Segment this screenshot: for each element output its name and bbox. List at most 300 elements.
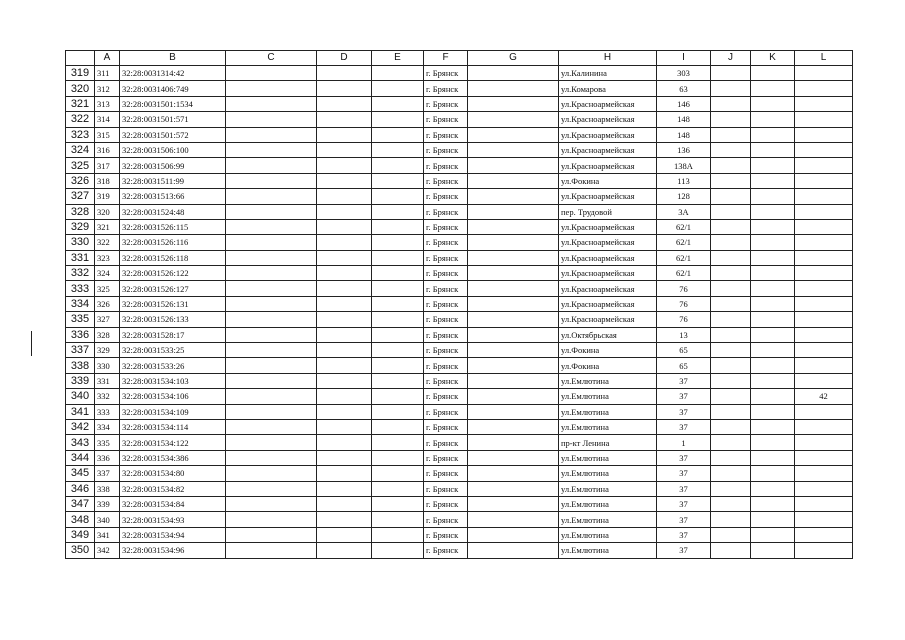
- cell-k: [751, 481, 795, 496]
- cell-d: [317, 527, 372, 542]
- cell-j: [711, 327, 751, 342]
- cell-k: [751, 235, 795, 250]
- cell-a: 322: [95, 235, 120, 250]
- cell-c: [226, 512, 317, 527]
- table-row: [66, 543, 853, 558]
- cell-a: 333: [95, 404, 120, 419]
- cell-j: [711, 450, 751, 465]
- cell-j: [711, 389, 751, 404]
- cell-g: [468, 543, 559, 558]
- column-header: E: [372, 51, 424, 66]
- cell-b: 32:28:0031534:82: [120, 481, 226, 496]
- cell-h: пр-кт Ленина: [559, 435, 657, 450]
- cell-c: [226, 250, 317, 265]
- cell-e: [372, 281, 424, 296]
- cell-j: [711, 543, 751, 558]
- cell-h: пер. Трудовой: [559, 204, 657, 219]
- column-header: I: [657, 51, 711, 66]
- table-row: [66, 266, 853, 281]
- cell-f: г. Брянск: [424, 96, 468, 111]
- cell-e: [372, 204, 424, 219]
- table-row: [66, 450, 853, 465]
- cell-f: г. Брянск: [424, 112, 468, 127]
- cell-c: [226, 404, 317, 419]
- cell-j: [711, 81, 751, 96]
- cell-i: 37: [657, 466, 711, 481]
- cell-l: [795, 189, 853, 204]
- cell-a: 334: [95, 419, 120, 434]
- table-row: [66, 481, 853, 496]
- cell-b: 32:28:0031534:106: [120, 389, 226, 404]
- row-number: 328: [66, 204, 95, 219]
- cell-h: ул.Красноармейская: [559, 296, 657, 311]
- cell-k: [751, 127, 795, 142]
- cell-h: ул.Фокина: [559, 343, 657, 358]
- cell-a: 337: [95, 466, 120, 481]
- cell-j: [711, 435, 751, 450]
- cell-h: ул.Емлютина: [559, 543, 657, 558]
- cell-d: [317, 327, 372, 342]
- table-row: [66, 343, 853, 358]
- cell-f: г. Брянск: [424, 235, 468, 250]
- cell-h: ул.Красноармейская: [559, 235, 657, 250]
- row-number: 346: [66, 481, 95, 496]
- cell-g: [468, 296, 559, 311]
- cell-k: [751, 543, 795, 558]
- cell-b: 32:28:0031534:109: [120, 404, 226, 419]
- cell-i: 62/1: [657, 250, 711, 265]
- cell-i: 37: [657, 543, 711, 558]
- cell-k: [751, 281, 795, 296]
- cell-g: [468, 127, 559, 142]
- cell-j: [711, 496, 751, 511]
- row-number: 349: [66, 527, 95, 542]
- cell-a: 320: [95, 204, 120, 219]
- cell-c: [226, 96, 317, 111]
- column-header-row: [66, 51, 853, 66]
- cell-a: 335: [95, 435, 120, 450]
- cell-d: [317, 466, 372, 481]
- cell-e: [372, 450, 424, 465]
- cell-a: 332: [95, 389, 120, 404]
- cell-g: [468, 158, 559, 173]
- cell-k: [751, 419, 795, 434]
- cell-f: г. Брянск: [424, 358, 468, 373]
- cell-c: [226, 389, 317, 404]
- cell-k: [751, 527, 795, 542]
- table-row: [66, 466, 853, 481]
- cell-d: [317, 173, 372, 188]
- cell-b: 32:28:0031526:131: [120, 296, 226, 311]
- cell-a: 340: [95, 512, 120, 527]
- cell-j: [711, 158, 751, 173]
- cell-d: [317, 512, 372, 527]
- cell-i: 113: [657, 173, 711, 188]
- cell-l: [795, 512, 853, 527]
- cell-j: [711, 481, 751, 496]
- cell-k: [751, 389, 795, 404]
- cell-c: [226, 127, 317, 142]
- row-number: 334: [66, 296, 95, 311]
- cell-d: [317, 219, 372, 234]
- cell-h: ул.Комарова: [559, 81, 657, 96]
- column-header: G: [468, 51, 559, 66]
- cell-j: [711, 312, 751, 327]
- cell-e: [372, 419, 424, 434]
- cell-i: 37: [657, 450, 711, 465]
- cell-e: [372, 543, 424, 558]
- cell-i: 62/1: [657, 219, 711, 234]
- cell-j: [711, 66, 751, 81]
- cell-k: [751, 173, 795, 188]
- row-number: 344: [66, 450, 95, 465]
- cell-f: г. Брянск: [424, 435, 468, 450]
- cell-g: [468, 219, 559, 234]
- cell-i: 37: [657, 481, 711, 496]
- cell-i: 3А: [657, 204, 711, 219]
- cell-d: [317, 81, 372, 96]
- cell-l: [795, 496, 853, 511]
- cell-h: ул.Емлютина: [559, 419, 657, 434]
- cell-d: [317, 343, 372, 358]
- cell-a: 315: [95, 127, 120, 142]
- table-row: [66, 142, 853, 157]
- cell-i: 148: [657, 127, 711, 142]
- cell-j: [711, 527, 751, 542]
- cell-h: ул.Красноармейская: [559, 158, 657, 173]
- table-row: [66, 281, 853, 296]
- cell-b: 32:28:0031506:100: [120, 142, 226, 157]
- cell-e: [372, 404, 424, 419]
- cell-j: [711, 204, 751, 219]
- cell-l: [795, 373, 853, 388]
- cell-d: [317, 543, 372, 558]
- table-row: [66, 435, 853, 450]
- table-row: [66, 358, 853, 373]
- cell-f: г. Брянск: [424, 404, 468, 419]
- cell-b: 32:28:0031534:80: [120, 466, 226, 481]
- cell-e: [372, 235, 424, 250]
- cell-b: 32:28:0031501:571: [120, 112, 226, 127]
- cell-k: [751, 343, 795, 358]
- cell-c: [226, 173, 317, 188]
- cell-g: [468, 527, 559, 542]
- cell-i: 76: [657, 281, 711, 296]
- cell-l: [795, 266, 853, 281]
- cell-g: [468, 496, 559, 511]
- column-header: A: [95, 51, 120, 66]
- cell-j: [711, 466, 751, 481]
- cell-e: [372, 127, 424, 142]
- cell-i: 37: [657, 512, 711, 527]
- row-number: 330: [66, 235, 95, 250]
- cell-l: [795, 527, 853, 542]
- cell-b: 32:28:0031533:26: [120, 358, 226, 373]
- cell-k: [751, 96, 795, 111]
- cell-f: г. Брянск: [424, 281, 468, 296]
- cell-l: [795, 127, 853, 142]
- cell-j: [711, 296, 751, 311]
- table-row: [66, 250, 853, 265]
- cell-j: [711, 266, 751, 281]
- cell-j: [711, 189, 751, 204]
- cell-e: [372, 96, 424, 111]
- cell-b: 32:28:0031534:93: [120, 512, 226, 527]
- cell-h: ул.Красноармейская: [559, 281, 657, 296]
- cell-k: [751, 358, 795, 373]
- cell-l: [795, 96, 853, 111]
- row-number: 342: [66, 419, 95, 434]
- cell-g: [468, 281, 559, 296]
- cell-d: [317, 496, 372, 511]
- cell-f: г. Брянск: [424, 389, 468, 404]
- column-header: L: [795, 51, 853, 66]
- cell-a: 336: [95, 450, 120, 465]
- cell-k: [751, 250, 795, 265]
- cell-c: [226, 543, 317, 558]
- cell-k: [751, 512, 795, 527]
- cell-d: [317, 481, 372, 496]
- cell-b: 32:28:0031534:386: [120, 450, 226, 465]
- cell-j: [711, 173, 751, 188]
- cell-g: [468, 96, 559, 111]
- cell-h: ул.Октябрьская: [559, 327, 657, 342]
- cell-c: [226, 266, 317, 281]
- cell-e: [372, 373, 424, 388]
- cell-d: [317, 358, 372, 373]
- cell-e: [372, 512, 424, 527]
- cell-b: 32:28:0031528:17: [120, 327, 226, 342]
- cell-e: [372, 112, 424, 127]
- row-number: 332: [66, 266, 95, 281]
- cell-i: 303: [657, 66, 711, 81]
- cell-f: г. Брянск: [424, 158, 468, 173]
- cell-c: [226, 312, 317, 327]
- cell-d: [317, 127, 372, 142]
- cell-l: [795, 158, 853, 173]
- cell-g: [468, 66, 559, 81]
- cell-e: [372, 389, 424, 404]
- cell-l: [795, 419, 853, 434]
- cell-f: г. Брянск: [424, 466, 468, 481]
- table-row: [66, 527, 853, 542]
- row-number: 324: [66, 142, 95, 157]
- cell-i: 65: [657, 358, 711, 373]
- cell-k: [751, 66, 795, 81]
- column-header: F: [424, 51, 468, 66]
- cell-f: г. Брянск: [424, 327, 468, 342]
- table-row: [66, 219, 853, 234]
- cell-g: [468, 189, 559, 204]
- cell-i: 128: [657, 189, 711, 204]
- cell-e: [372, 435, 424, 450]
- cell-c: [226, 189, 317, 204]
- table-row: [66, 158, 853, 173]
- cell-f: г. Брянск: [424, 312, 468, 327]
- cell-b: 32:28:0031534:103: [120, 373, 226, 388]
- cell-a: 312: [95, 81, 120, 96]
- cell-l: [795, 481, 853, 496]
- cell-k: [751, 219, 795, 234]
- cell-h: ул.Красноармейская: [559, 266, 657, 281]
- cell-l: [795, 250, 853, 265]
- cell-l: [795, 296, 853, 311]
- cell-l: [795, 466, 853, 481]
- cell-c: [226, 435, 317, 450]
- table-row: [66, 327, 853, 342]
- cell-f: г. Брянск: [424, 204, 468, 219]
- row-number: 323: [66, 127, 95, 142]
- cell-h: ул.Красноармейская: [559, 127, 657, 142]
- cell-f: г. Брянск: [424, 419, 468, 434]
- cell-b: 32:28:0031506:99: [120, 158, 226, 173]
- cell-a: 313: [95, 96, 120, 111]
- cell-i: 62/1: [657, 266, 711, 281]
- table-row: [66, 404, 853, 419]
- cell-l: [795, 112, 853, 127]
- cell-k: [751, 373, 795, 388]
- cell-h: ул.Красноармейская: [559, 112, 657, 127]
- cell-k: [751, 158, 795, 173]
- cell-g: [468, 466, 559, 481]
- cell-j: [711, 235, 751, 250]
- cell-i: 62/1: [657, 235, 711, 250]
- cell-b: 32:28:0031524:48: [120, 204, 226, 219]
- cell-h: ул.Емлютина: [559, 512, 657, 527]
- cell-i: 1: [657, 435, 711, 450]
- cell-c: [226, 235, 317, 250]
- row-number: 340: [66, 389, 95, 404]
- cell-e: [372, 527, 424, 542]
- cell-e: [372, 250, 424, 265]
- cell-l: [795, 235, 853, 250]
- cell-c: [226, 281, 317, 296]
- cell-e: [372, 481, 424, 496]
- cell-c: [226, 419, 317, 434]
- cell-c: [226, 219, 317, 234]
- cell-l: [795, 543, 853, 558]
- cell-b: 32:28:0031513:66: [120, 189, 226, 204]
- cell-c: [226, 81, 317, 96]
- row-number: 337: [66, 343, 95, 358]
- cell-g: [468, 389, 559, 404]
- cell-f: г. Брянск: [424, 127, 468, 142]
- row-number: 350: [66, 543, 95, 558]
- cell-k: [751, 466, 795, 481]
- cell-j: [711, 96, 751, 111]
- cell-l: [795, 281, 853, 296]
- cell-c: [226, 327, 317, 342]
- row-number: 326: [66, 173, 95, 188]
- cell-d: [317, 450, 372, 465]
- cell-f: г. Брянск: [424, 343, 468, 358]
- cell-j: [711, 127, 751, 142]
- cell-l: [795, 404, 853, 419]
- cell-b: 32:28:0031314:42: [120, 66, 226, 81]
- row-number: 348: [66, 512, 95, 527]
- row-number: 331: [66, 250, 95, 265]
- cell-g: [468, 435, 559, 450]
- table-row: [66, 496, 853, 511]
- cell-b: 32:28:0031526:116: [120, 235, 226, 250]
- cell-b: 32:28:0031511:99: [120, 173, 226, 188]
- cell-b: 32:28:0031406:749: [120, 81, 226, 96]
- cell-g: [468, 142, 559, 157]
- cell-l: [795, 142, 853, 157]
- cell-d: [317, 204, 372, 219]
- cell-k: [751, 404, 795, 419]
- cell-g: [468, 204, 559, 219]
- cell-d: [317, 66, 372, 81]
- cell-d: [317, 389, 372, 404]
- cell-h: ул.Красноармейская: [559, 250, 657, 265]
- cell-l: [795, 204, 853, 219]
- cell-j: [711, 281, 751, 296]
- cell-k: [751, 327, 795, 342]
- cell-c: [226, 66, 317, 81]
- cell-l: [795, 327, 853, 342]
- cell-c: [226, 343, 317, 358]
- cell-i: 76: [657, 312, 711, 327]
- cell-a: 324: [95, 266, 120, 281]
- cell-b: 32:28:0031534:122: [120, 435, 226, 450]
- cell-a: 314: [95, 112, 120, 127]
- cell-g: [468, 358, 559, 373]
- cell-g: [468, 481, 559, 496]
- table-row: [66, 66, 853, 81]
- cell-d: [317, 404, 372, 419]
- cell-j: [711, 358, 751, 373]
- cell-f: г. Брянск: [424, 512, 468, 527]
- cell-g: [468, 81, 559, 96]
- margin-mark: [31, 331, 32, 356]
- cell-e: [372, 296, 424, 311]
- cell-l: [795, 312, 853, 327]
- cell-k: [751, 81, 795, 96]
- row-number: 320: [66, 81, 95, 96]
- cell-h: ул.Красноармейская: [559, 189, 657, 204]
- cell-b: 32:28:0031534:84: [120, 496, 226, 511]
- cell-b: 32:28:0031526:118: [120, 250, 226, 265]
- cell-l: [795, 173, 853, 188]
- cell-k: [751, 450, 795, 465]
- table-row: [66, 389, 853, 404]
- cell-j: [711, 419, 751, 434]
- cell-f: г. Брянск: [424, 219, 468, 234]
- cell-g: [468, 173, 559, 188]
- row-number: 347: [66, 496, 95, 511]
- column-header: D: [317, 51, 372, 66]
- row-number: 335: [66, 312, 95, 327]
- cell-a: 318: [95, 173, 120, 188]
- cell-a: 321: [95, 219, 120, 234]
- table-row: [66, 189, 853, 204]
- cell-f: г. Брянск: [424, 189, 468, 204]
- cell-i: 65: [657, 343, 711, 358]
- cell-f: г. Брянск: [424, 266, 468, 281]
- cell-l: 42: [795, 389, 853, 404]
- cell-a: 339: [95, 496, 120, 511]
- cell-c: [226, 496, 317, 511]
- cell-j: [711, 250, 751, 265]
- cell-a: 311: [95, 66, 120, 81]
- cell-l: [795, 435, 853, 450]
- cell-c: [226, 158, 317, 173]
- cell-h: ул.Калинина: [559, 66, 657, 81]
- cell-f: г. Брянск: [424, 173, 468, 188]
- cell-f: г. Брянск: [424, 296, 468, 311]
- cell-f: г. Брянск: [424, 66, 468, 81]
